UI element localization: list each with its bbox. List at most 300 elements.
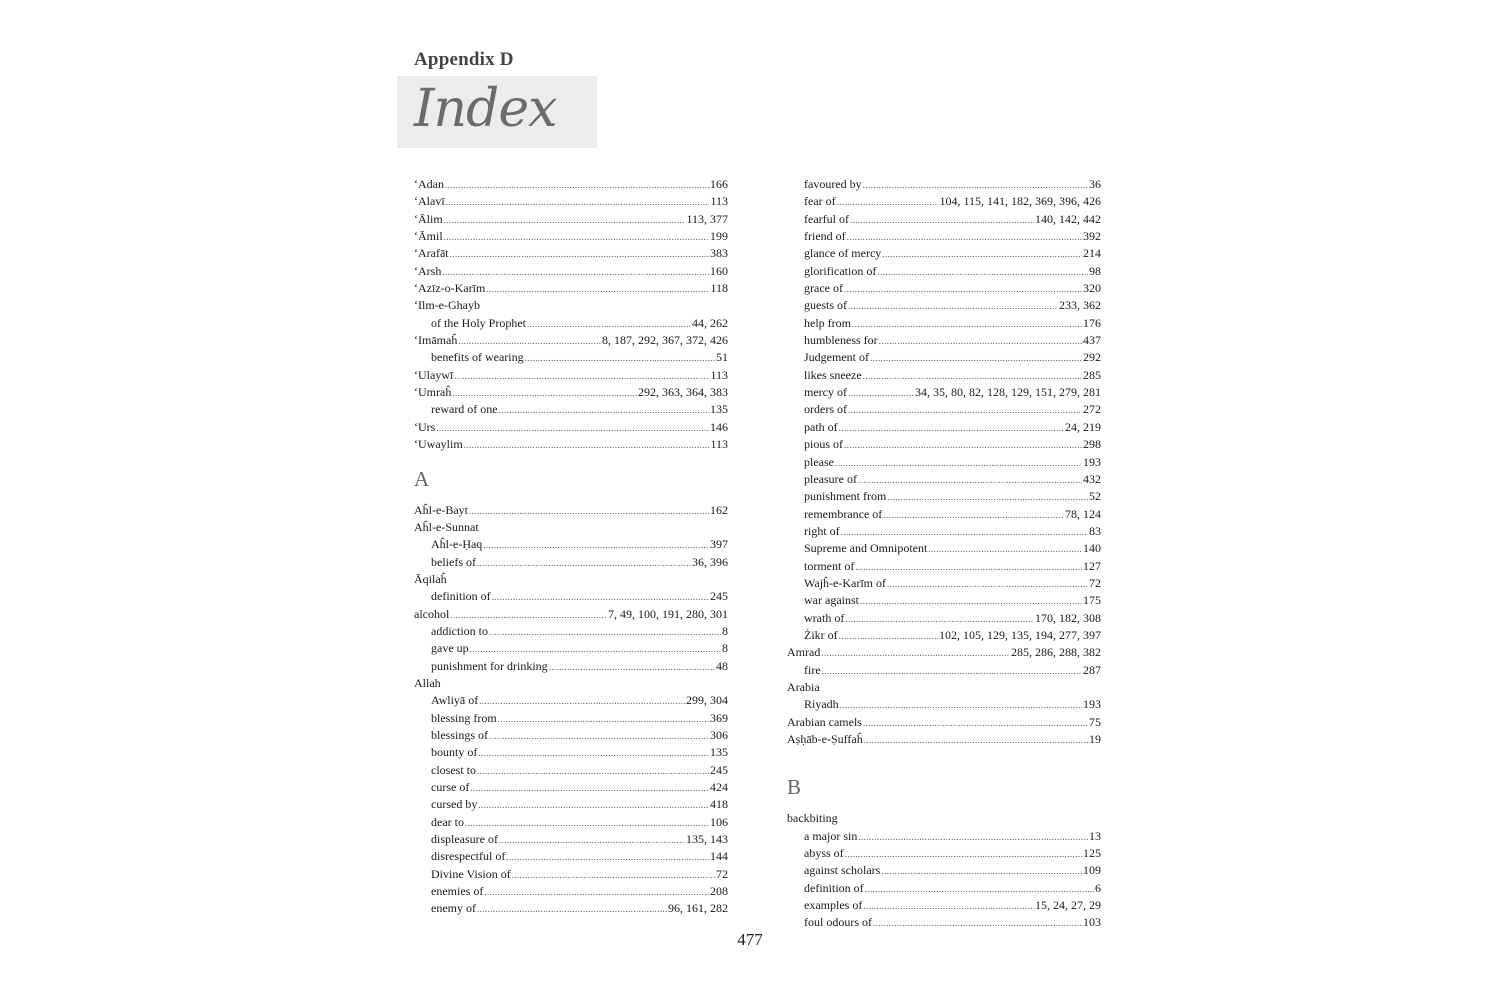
index-subentry <box>787 419 1101 436</box>
dot-leader <box>492 589 709 606</box>
index-entry <box>414 419 728 436</box>
entry-pages: 72 <box>716 866 728 881</box>
entry-pages: 140 <box>1083 541 1101 556</box>
index-subentry <box>787 471 1101 488</box>
dot-leader <box>499 402 709 419</box>
entry-pages: 72 <box>1089 575 1101 590</box>
dot-leader <box>498 711 709 728</box>
index-subentry <box>414 883 728 900</box>
entry-pages: 8, 187, 292, 367, 372, 426 <box>602 333 728 348</box>
dot-leader <box>863 177 1088 194</box>
index-subentry <box>787 828 1101 845</box>
entry-term: war against <box>804 593 859 608</box>
dot-leader <box>883 507 1064 524</box>
index-subentry <box>787 696 1101 713</box>
index-subentry <box>414 554 728 571</box>
index-subentry <box>787 211 1101 228</box>
entry-term: foul odours of <box>804 915 872 930</box>
index-subentry <box>787 662 1101 679</box>
entry-pages: 245 <box>710 589 728 604</box>
entry-pages: 19 <box>1089 732 1101 746</box>
index-subentry <box>414 779 728 796</box>
entry-term: Żikr of <box>804 627 838 642</box>
dot-leader <box>444 229 709 246</box>
dot-leader <box>847 229 1082 246</box>
entry-pages: 175 <box>1083 593 1101 608</box>
dot-leader <box>470 780 709 797</box>
entry-term: Aĥl-e-Ḥaq <box>431 537 483 552</box>
page-title: Index <box>414 79 557 139</box>
index-entry <box>414 297 728 314</box>
entry-term: fear of <box>804 194 836 209</box>
dot-leader <box>887 576 1088 593</box>
dot-leader <box>527 316 691 333</box>
index-entry <box>414 332 728 349</box>
entry-pages: 193 <box>1083 454 1101 469</box>
entry-pages: 166 <box>710 177 728 191</box>
entry-term: torment of <box>804 558 855 573</box>
entry-pages: 44, 262 <box>692 315 728 330</box>
entry-pages: 113, 377 <box>686 211 728 226</box>
dot-leader <box>525 350 715 367</box>
index-subentry <box>787 315 1101 332</box>
entry-pages: 214 <box>1083 246 1101 261</box>
index-subentry <box>787 523 1101 540</box>
entry-term: ʻĀmil <box>414 229 443 244</box>
entry-pages: 292, 363, 364, 383 <box>638 385 728 400</box>
entry-term: against scholars <box>804 863 881 878</box>
entry-pages: 432 <box>1083 471 1101 486</box>
entry-term: ʻAlavī <box>414 194 445 209</box>
entry-pages: 292 <box>1083 350 1101 365</box>
entry-pages: 369 <box>710 710 728 725</box>
index-subentry <box>787 263 1101 280</box>
entry-pages: 36, 396 <box>692 554 728 569</box>
entry-term: backbiting <box>787 811 838 826</box>
entry-term: a major sin <box>804 828 858 843</box>
dot-leader <box>489 728 709 745</box>
entry-pages: 320 <box>1083 281 1101 296</box>
dot-leader <box>821 645 1010 662</box>
entry-term: remembrance of <box>804 506 883 521</box>
entry-pages: 51 <box>716 350 728 365</box>
entry-term: reward of one <box>431 402 498 417</box>
entry-pages: 109 <box>1083 863 1101 878</box>
index-entry <box>787 714 1101 731</box>
dot-leader <box>478 745 709 762</box>
index-entry <box>787 644 1101 661</box>
index-subentry <box>414 866 728 883</box>
entry-pages: 170, 182, 308 <box>1035 610 1101 625</box>
entry-pages: 298 <box>1083 437 1101 452</box>
index-subentry <box>414 692 728 709</box>
entry-pages: 208 <box>710 884 728 899</box>
entry-term: dear to <box>431 814 464 829</box>
index-subentry <box>787 845 1101 862</box>
entry-term: ʻUrs <box>414 419 436 434</box>
dot-leader <box>837 194 939 211</box>
entry-pages: 135 <box>710 402 728 417</box>
dot-leader <box>822 663 1082 680</box>
index-entry <box>414 176 728 193</box>
section-letter: A <box>414 466 430 491</box>
dot-leader <box>436 420 709 437</box>
dot-leader <box>489 624 721 641</box>
entry-term: ʻAdan <box>414 177 444 191</box>
index-subentry <box>787 349 1101 366</box>
entry-term: likes sneeze <box>804 367 862 382</box>
dot-leader <box>464 437 710 454</box>
entry-pages: 299, 304 <box>686 693 728 708</box>
entry-term: Arabia <box>787 679 820 694</box>
entry-pages: 106 <box>710 814 728 829</box>
index-entry <box>414 245 728 262</box>
dot-leader <box>477 555 691 572</box>
dot-leader <box>839 628 938 645</box>
dot-leader <box>845 611 1034 628</box>
index-subentry <box>787 506 1101 523</box>
entry-pages: 127 <box>1083 558 1101 573</box>
index-column-right <box>787 176 1101 932</box>
entry-pages: 34, 35, 80, 82, 128, 129, 151, 279, 281 <box>915 385 1101 400</box>
index-subentry <box>414 401 728 418</box>
dot-leader <box>478 797 709 814</box>
entry-term: alcohol <box>414 606 450 621</box>
entry-term: Judgement of <box>804 350 869 365</box>
entry-pages: 135 <box>710 745 728 760</box>
entry-pages: 392 <box>1083 229 1101 244</box>
dot-leader <box>860 593 1082 610</box>
entry-term: enemies of <box>431 884 484 899</box>
entry-pages: 113 <box>710 367 728 382</box>
index-subentry <box>414 658 728 675</box>
entry-term: ʻUlaywī <box>414 367 454 382</box>
dot-leader <box>483 537 709 554</box>
entry-term: ʻUmraĥ <box>414 385 452 400</box>
dot-leader <box>486 281 709 298</box>
entry-term: closest to <box>431 762 476 777</box>
index-subentry <box>414 796 728 813</box>
index-subentry <box>787 627 1101 644</box>
index-subentry <box>414 744 728 761</box>
entry-pages: 233, 362 <box>1059 298 1101 313</box>
entry-term: Aĥl-e-Bayt <box>414 502 468 517</box>
entry-term: Awliyā of <box>431 693 479 708</box>
index-subentry <box>787 454 1101 471</box>
dot-leader <box>863 715 1088 732</box>
entry-term: abyss of <box>804 846 844 861</box>
index-subentry <box>787 297 1101 314</box>
dot-leader <box>479 693 685 710</box>
entry-term: Amrad <box>787 645 821 660</box>
entry-term: Divine Vision of <box>431 866 511 881</box>
entry-pages: 98 <box>1089 263 1101 278</box>
dot-leader <box>499 832 685 849</box>
dot-leader <box>458 333 601 350</box>
index-subentry <box>787 540 1101 557</box>
entry-pages: 418 <box>710 797 728 812</box>
entry-pages: 83 <box>1089 523 1101 538</box>
index-subentry <box>414 762 728 779</box>
dot-leader <box>450 607 607 624</box>
entry-term: glorification of <box>804 263 877 278</box>
index-entry <box>414 519 728 536</box>
entry-term: curse of <box>431 780 470 794</box>
entry-term: bounty of <box>431 745 478 760</box>
entry-term: ʻĀlim <box>414 211 443 226</box>
entry-term: fire <box>804 662 821 677</box>
entry-pages: 96, 161, 282 <box>668 901 728 916</box>
index-subentry <box>414 315 728 332</box>
entry-pages: 118 <box>710 281 728 296</box>
entry-term: blessings of <box>431 727 488 742</box>
entry-term: favoured by <box>804 177 862 191</box>
entry-term: humbleness for <box>804 333 878 348</box>
dot-leader <box>864 732 1088 749</box>
entry-term: friend of <box>804 229 846 244</box>
entry-term: disrespectful of <box>431 849 506 864</box>
dot-leader <box>452 385 637 402</box>
entry-pages: 285, 286, 288, 382 <box>1011 645 1101 660</box>
dot-leader <box>484 884 709 901</box>
entry-term: Arabian camels <box>787 714 862 729</box>
entry-pages: 125 <box>1083 846 1101 861</box>
index-subentry <box>787 610 1101 627</box>
entry-pages: 78, 124 <box>1065 506 1101 521</box>
entry-term: pleasure of <box>804 471 857 486</box>
entry-pages: 48 <box>716 658 728 673</box>
entry-pages: 24, 219 <box>1065 419 1101 434</box>
dot-leader <box>446 194 710 211</box>
entry-pages: 7, 49, 100, 191, 280, 301 <box>608 606 728 621</box>
entry-pages: 52 <box>1089 489 1101 504</box>
dot-leader <box>444 212 686 229</box>
entry-pages: 6 <box>1095 880 1101 895</box>
entry-term: mercy of <box>804 385 847 400</box>
index-subentry <box>787 862 1101 879</box>
index-subentry <box>787 228 1101 245</box>
dot-leader <box>858 829 1088 846</box>
entry-pages: 193 <box>1083 697 1101 712</box>
index-subentry <box>414 814 728 831</box>
entry-pages: 75 <box>1089 714 1101 729</box>
dot-leader <box>852 316 1082 333</box>
dot-leader <box>442 264 709 281</box>
entry-term: displeasure of <box>431 832 498 847</box>
entry-pages: 245 <box>710 762 728 777</box>
dot-leader <box>877 264 1088 281</box>
index-subentry <box>787 880 1101 897</box>
index-entry <box>787 731 1101 748</box>
index-entry <box>414 675 728 692</box>
entry-term: Supreme and Omnipotent <box>804 541 928 556</box>
dot-leader <box>863 898 1034 915</box>
entry-pages: 113 <box>710 437 728 452</box>
entry-pages: 103 <box>1083 915 1101 930</box>
index-entry <box>414 367 728 384</box>
dot-leader <box>469 503 709 520</box>
entry-term: orders of <box>804 402 847 417</box>
entry-term: examples of <box>804 898 863 913</box>
entry-pages: 272 <box>1083 402 1101 417</box>
dot-leader <box>839 420 1064 437</box>
entry-term: definition of <box>804 880 864 895</box>
dot-leader <box>848 402 1082 419</box>
entry-term: path of <box>804 419 838 434</box>
index-entry <box>414 211 728 228</box>
section-letter: B <box>787 775 802 800</box>
entry-pages: 135, 143 <box>686 832 728 847</box>
entry-term: ʻArsh <box>414 263 442 278</box>
index-subentry <box>414 623 728 640</box>
entry-pages: 104, 115, 141, 182, 369, 396, 426 <box>939 194 1101 209</box>
dot-leader <box>454 368 709 385</box>
index-entry <box>414 502 728 519</box>
entry-pages: 15, 24, 27, 29 <box>1035 898 1101 913</box>
entry-term: enemy of <box>431 901 476 916</box>
index-entry <box>414 280 728 297</box>
dot-leader <box>835 455 1082 472</box>
index-entry <box>414 193 728 210</box>
index-subentry <box>787 245 1101 262</box>
entry-term: punishment from <box>804 489 887 504</box>
index-entry <box>414 263 728 280</box>
index-subentry <box>787 367 1101 384</box>
index-entry <box>414 384 728 401</box>
entry-pages: 162 <box>710 502 728 517</box>
appendix-label: Appendix D <box>414 49 514 70</box>
entry-pages: 160 <box>710 263 728 278</box>
entry-term: benefits of wearing <box>431 350 524 365</box>
entry-pages: 287 <box>1083 662 1101 677</box>
entry-term: right of <box>804 523 840 538</box>
entry-pages: 102, 105, 129, 135, 194, 277, 397 <box>939 627 1101 642</box>
dot-leader <box>477 763 709 780</box>
entry-pages: 397 <box>710 537 728 552</box>
dot-leader <box>465 815 709 832</box>
dot-leader <box>840 697 1082 714</box>
entry-term: help from <box>804 315 851 330</box>
dot-leader <box>512 867 715 884</box>
dot-leader <box>882 246 1082 263</box>
entry-pages: 306 <box>710 727 728 742</box>
entry-term: Allah <box>414 675 441 690</box>
dot-leader <box>845 846 1082 863</box>
dot-leader <box>865 881 1094 898</box>
index-subentry <box>787 193 1101 210</box>
entry-term: wrath of <box>804 610 845 625</box>
dot-leader <box>477 901 667 918</box>
entry-term: gave up <box>431 641 469 656</box>
index-subentry <box>787 332 1101 349</box>
entry-pages: 176 <box>1083 315 1101 330</box>
entry-term: grace of <box>804 281 843 296</box>
index-entry <box>787 679 1101 696</box>
entry-term: blessing from <box>431 710 497 725</box>
dot-leader <box>844 281 1082 298</box>
dot-leader <box>855 559 1082 576</box>
entry-pages: 36 <box>1089 177 1101 191</box>
entry-pages: 144 <box>710 849 728 864</box>
index-subentry <box>787 558 1101 575</box>
index-subentry <box>787 488 1101 505</box>
dot-leader <box>470 641 721 658</box>
entry-term: Aṣḥāb-e-Ṣuffaĥ <box>787 732 863 746</box>
entry-term: Wajĥ-e-Karīm of <box>804 575 886 590</box>
entry-pages: 424 <box>710 780 728 794</box>
dot-leader <box>850 212 1034 229</box>
dot-leader <box>879 333 1082 350</box>
index-subentry <box>414 588 728 605</box>
dot-leader <box>870 350 1082 367</box>
entry-pages: 113 <box>710 194 728 209</box>
entry-term: please <box>804 454 834 469</box>
entry-term: addiction to <box>431 623 488 638</box>
dot-leader <box>549 659 715 676</box>
index-subentry <box>414 831 728 848</box>
index-subentry <box>414 710 728 727</box>
page-number: 477 <box>737 930 763 949</box>
dot-leader <box>844 437 1082 454</box>
entry-pages: 8 <box>722 623 728 638</box>
index-subentry <box>787 401 1101 418</box>
dot-leader <box>445 177 709 194</box>
entry-pages: 437 <box>1083 333 1101 348</box>
index-entry <box>787 810 1101 827</box>
dot-leader <box>506 849 709 866</box>
index-entry <box>414 228 728 245</box>
entry-pages: 199 <box>710 229 728 244</box>
index-entry <box>414 571 728 588</box>
entry-term: ʻAzīz-o-Karīm <box>414 281 486 296</box>
index-subentry <box>414 848 728 865</box>
entry-term: beliefs of <box>431 554 476 569</box>
entry-term: fearful of <box>804 211 849 226</box>
index-subentry <box>787 436 1101 453</box>
entry-term: pious of <box>804 437 843 452</box>
index-subentry <box>787 575 1101 592</box>
entry-pages: 13 <box>1089 828 1101 843</box>
entry-pages: 383 <box>710 246 728 261</box>
entry-term: Aĥl-e-Sunnat <box>414 519 479 534</box>
entry-term: cursed by <box>431 797 478 812</box>
entry-pages: 146 <box>710 419 728 434</box>
entry-term: ʻArafāt <box>414 246 449 261</box>
entry-term: of the Holy Prophet <box>431 315 526 330</box>
dot-leader <box>858 472 1082 489</box>
index-subentry <box>787 384 1101 401</box>
index-subentry <box>414 349 728 366</box>
index-subentry <box>414 536 728 553</box>
entry-term: Āqilaĥ <box>414 571 447 586</box>
index-subentry <box>787 897 1101 914</box>
index-subentry <box>414 900 728 917</box>
index-subentry <box>787 176 1101 193</box>
dot-leader <box>450 246 709 263</box>
entry-term: ʻUwaylim <box>414 437 463 452</box>
dot-leader <box>863 368 1082 385</box>
entry-term: definition of <box>431 589 491 604</box>
index-entry <box>414 606 728 623</box>
entry-term: Riyadh <box>804 697 839 712</box>
index-subentry <box>787 592 1101 609</box>
dot-leader <box>841 524 1088 541</box>
index-subentry <box>787 280 1101 297</box>
index-subentry <box>414 640 728 657</box>
index-column-left <box>414 176 728 918</box>
entry-term: punishment for drinking <box>431 658 548 673</box>
entry-pages: 8 <box>722 641 728 656</box>
